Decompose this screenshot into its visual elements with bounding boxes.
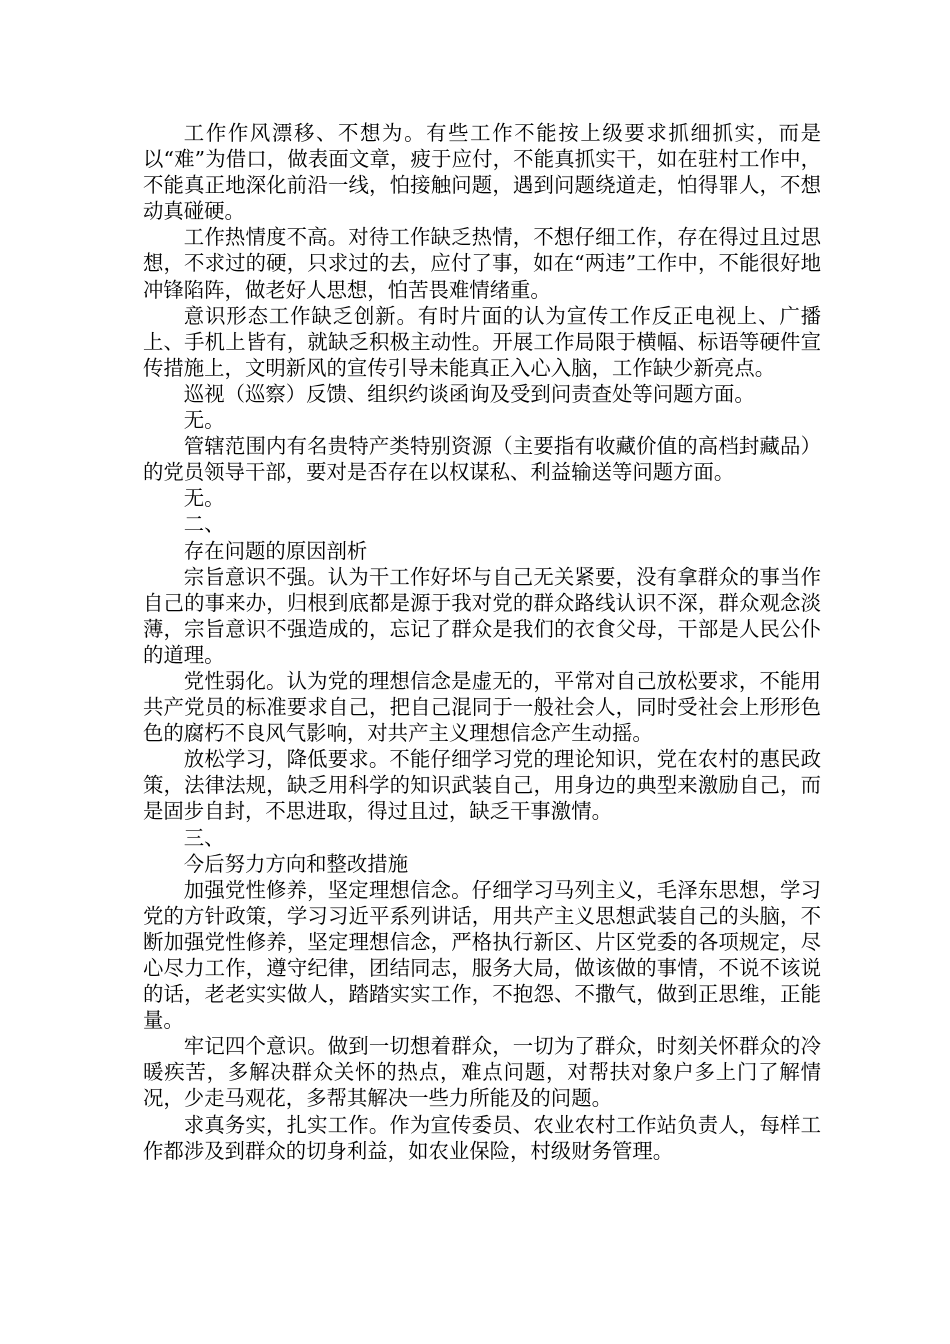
paragraph-relaxed-study: 放松学习，降低要求。不能仔细学习党的理论知识，党在农村的惠民政策，法律法规，缺乏用科学的知识武装自己，用身边的典型来激励自己，而是固步自封，不思进取，得过且过，缺乏干事激情。 — [143, 747, 821, 824]
document-body — [143, 120, 821, 1164]
paragraph-work-style: 工作作风漂移、不想为。有些工作不能按上级要求抓细抓实，而是以“难”为借口，做表面文章，疲于应付，不能真抓实干，如在驻村工作中，不能真正地深化前沿一线，怕接触问题，遇到问题绕道走，怕得罪人，不想动真碰硬。 — [143, 121, 821, 224]
section-number-three: 三、 — [183, 825, 225, 850]
section-number-two: 二、 — [183, 512, 225, 537]
paragraph-strengthen-party-spirit: 加强党性修养，坚定理想信念。仔细学习马列主义，毛泽东思想，学习党的方针政策，学习习近平系列讲话，用共产主义思想武装自己的头脑，不断加强党性修养，坚定理想信念，严格执行新区、片区党委的各项规定，尽心尽力工作，遵守纪律，团结同志，服务大局，做该做的事情，不说不该说的话，老老实实做人，踏踏实实工作，不抱怨、不撒气，做到正思维，正能量。 — [143, 877, 821, 1033]
paragraph-ideology-work: 意识形态工作缺乏创新。有时片面的认为宣传工作反正电视上、广播上、手机上皆有，就缺乏积极主动性。开展工作局限于横幅、标语等硬件宣传措施上，文明新风的宣传引导未能真正入心入脑，工作缺少新亮点。 — [143, 303, 821, 380]
paragraph-inspection-feedback: 巡视（巡察）反馈、组织约谈函询及受到问责查处等问题方面。 — [183, 381, 755, 406]
section-heading-measures: 今后努力方向和整改措施 — [183, 851, 409, 876]
paragraph-none-2: 无。 — [183, 486, 225, 511]
section-heading-causes: 存在问题的原因剖析 — [183, 538, 368, 563]
paragraph-four-consciousness: 牢记四个意识。做到一切想着群众，一切为了群众，时刻关怀群众的冷暖疾苦，多解决群众关怀的热点，难点问题，对帮扶对象户多上门了解情况，少走马观花，多帮其解决一些力所能及的问题。 — [143, 1034, 821, 1111]
paragraph-pragmatic-work: 求真务实，扎实工作。作为宣传委员、农业农村工作站负责人，每样工作都涉及到群众的切身利益，如农业保险，村级财务管理。 — [143, 1112, 821, 1163]
paragraph-party-spirit: 党性弱化。认为党的理想信念是虚无的，平常对自己放松要求，不能用共产党员的标准要求自己，把自己混同于一般社会人，同时受社会上形形色色的腐朽不良风气影响，对共产主义理想信念产生动摇。 — [143, 668, 821, 746]
paragraph-special-resources: 管辖范围内有名贵特产类特别资源（主要指有收藏价值的高档封藏品）的党员领导干部，要对是否存在以权谋私、利益输送等问题方面。 — [143, 434, 821, 485]
paragraph-purpose-awareness: 宗旨意识不强。认为干工作好坏与自己无关紧要，没有拿群众的事当作自己的事来办，归根到底都是源于我对党的群众路线认识不深，群众观念淡薄，宗旨意识不强造成的，忘记了群众是我们的衣食父母，干部是人民公仆的道理。 — [143, 564, 821, 667]
paragraph-none-1: 无。 — [183, 408, 225, 433]
paragraph-work-enthusiasm: 工作热情度不高。对待工作缺乏热情，不想仔细工作，存在得过且过思想，不求过的硬，只求过的去，应付了事，如在“两违”工作中，不能很好地冲锋陷阵，做老好人思想，怕苦畏难情绪重。 — [143, 225, 821, 302]
